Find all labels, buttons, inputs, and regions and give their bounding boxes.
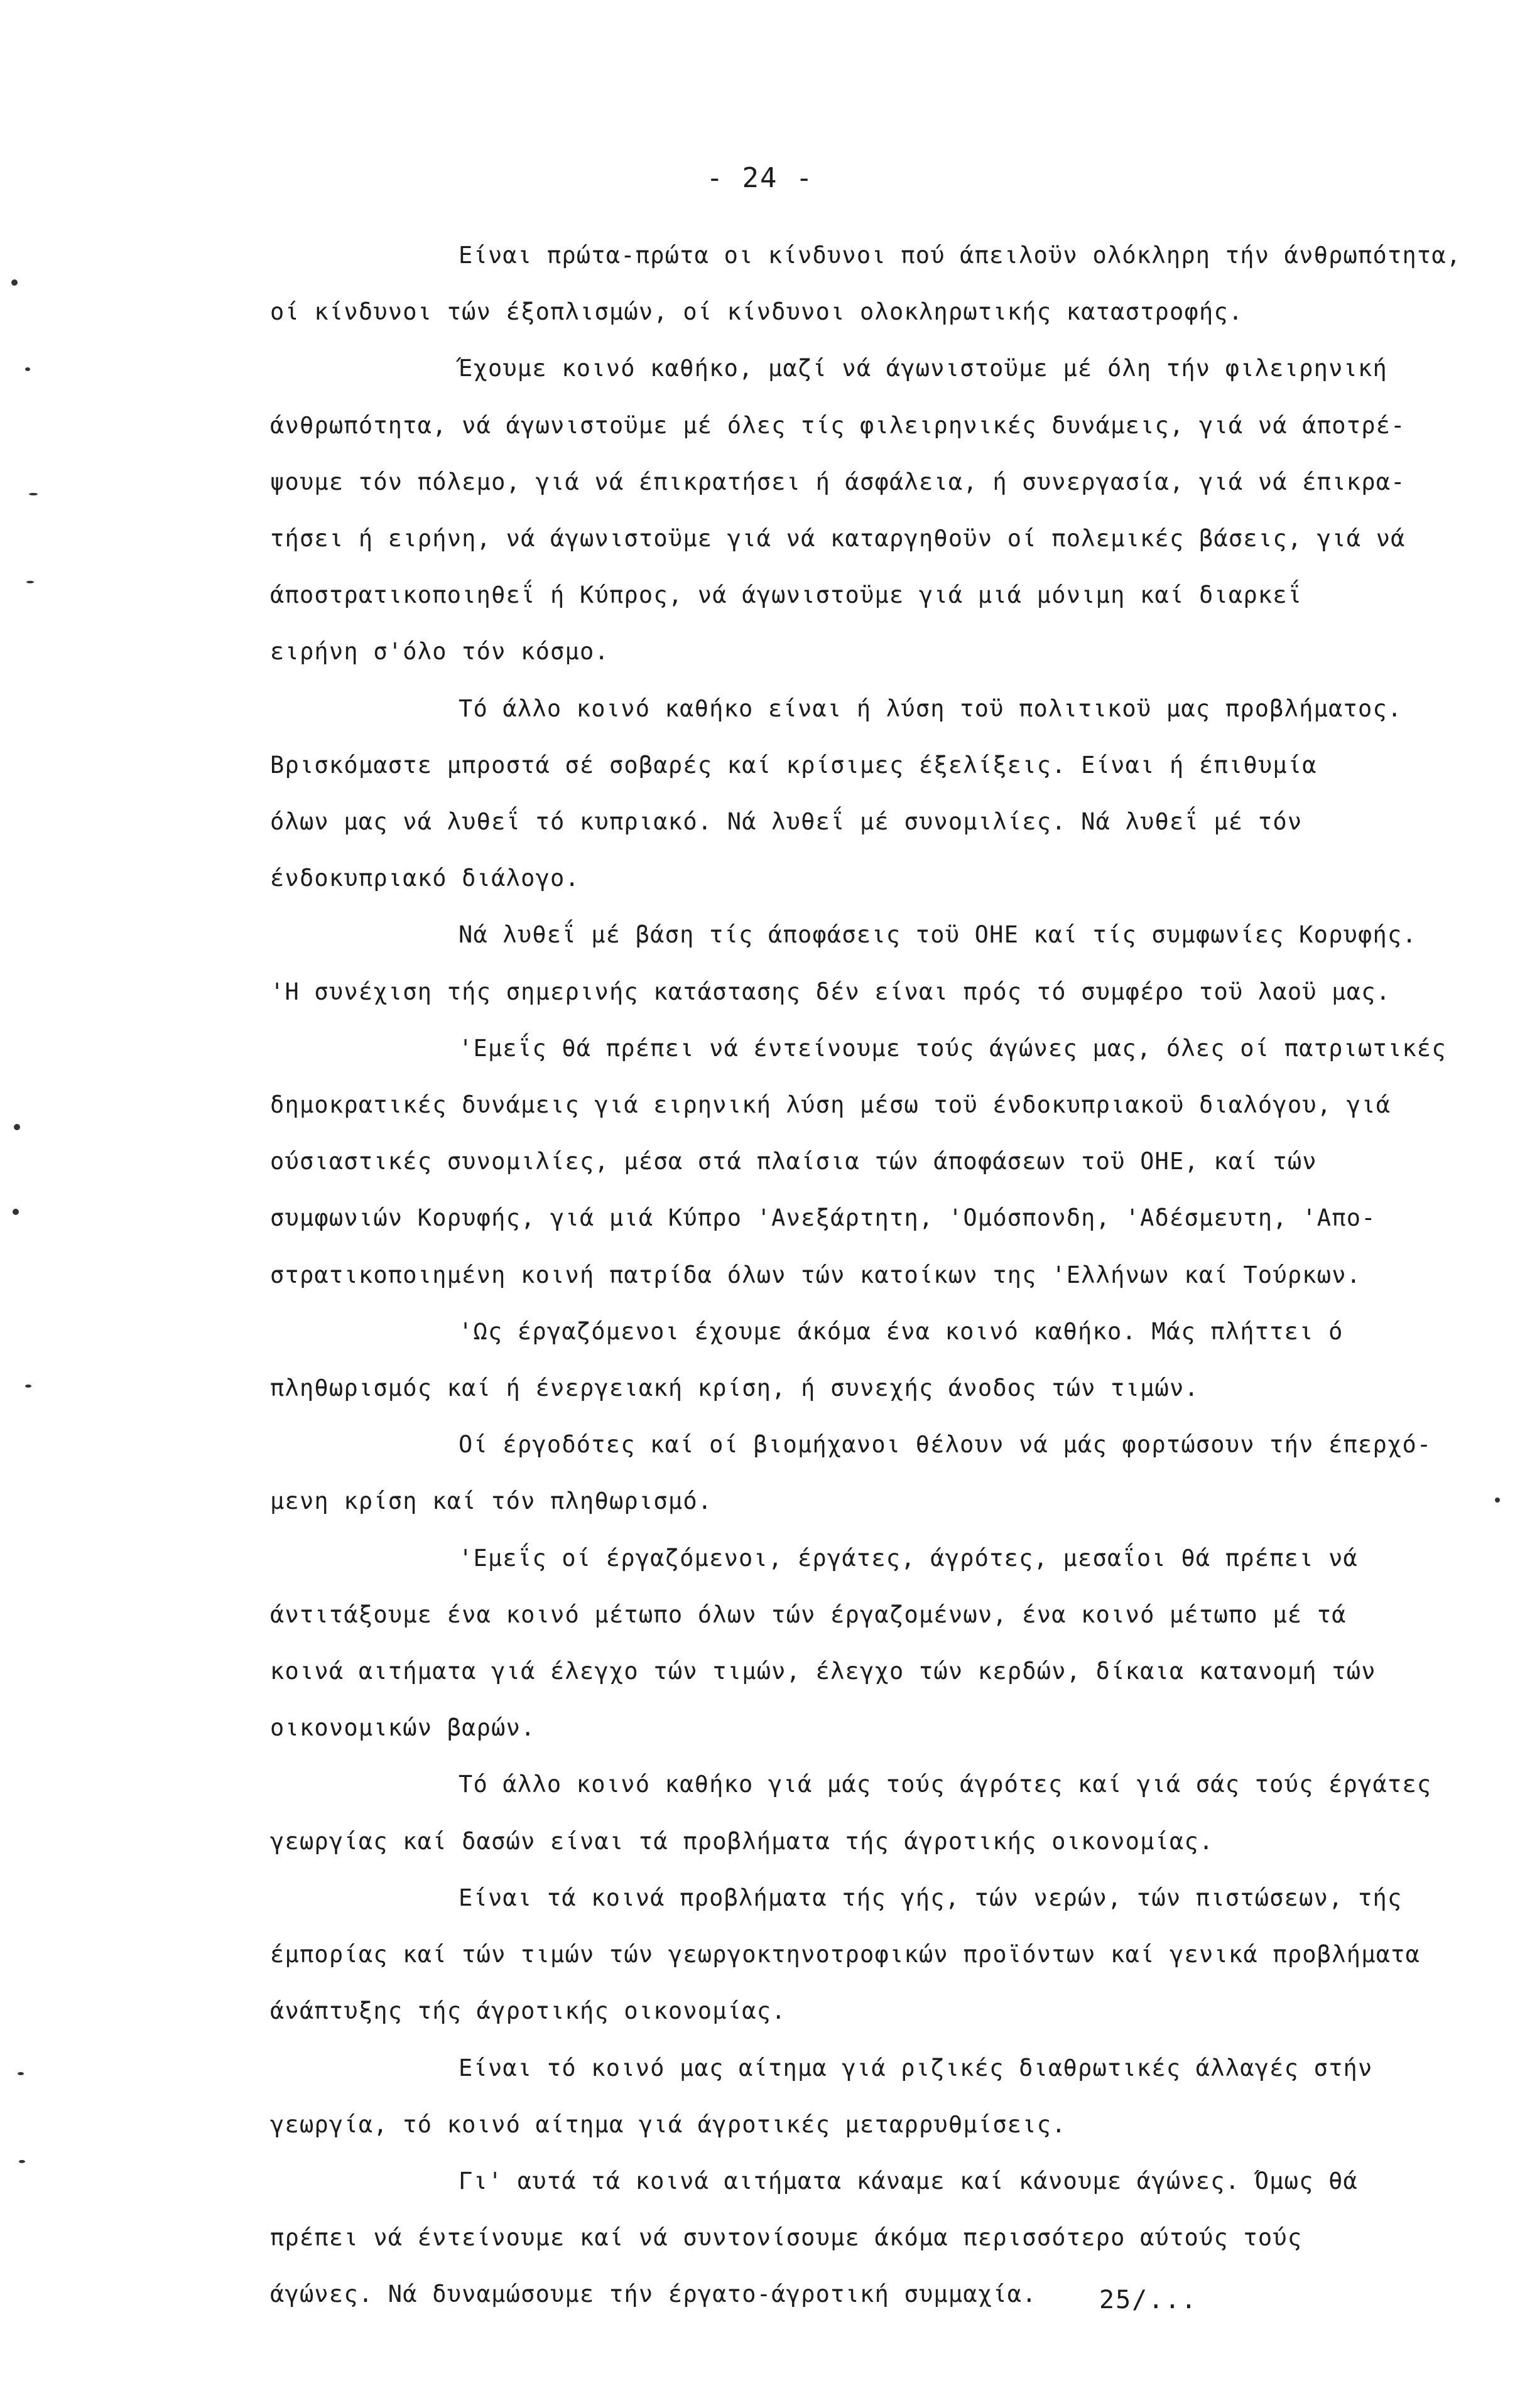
text-line: Είναι πρώτα-πρώτα οι κίνδυνοι πού άπειλοϋν ολόκληρη τήν άνθρωπότητα,	[459, 242, 1462, 269]
text-line: άγώνες. Νά δυναμώσουμε τήν έργατο-άγροτική συμμαχία.	[270, 2281, 1037, 2308]
scan-speck	[11, 279, 18, 286]
paragraph-4	[270, 907, 1501, 1020]
text-line: στρατικοποιημένη κοινή πατρίδα όλων τών κατοίκων της 'Ελλήνων καί Τούρκων.	[270, 1261, 1362, 1288]
page-number: - 24 -	[706, 162, 814, 194]
paragraph-12	[270, 2153, 1501, 2323]
text-line: Βρισκόμαστε μπροστά σέ σοβαρές καί κρίσιμες έξελίξεις. Είναι ή έπιθυμία	[270, 751, 1317, 779]
text-line: άνθρωπότητα, νά άγωνιστοϋμε μέ όλες τίς φιλειρηνικές δυνάμεις, γιά νά άποτρέ-	[270, 411, 1406, 439]
text-line: ειρήνη σ'όλο τόν κόσμο.	[270, 638, 609, 666]
body-text	[270, 227, 1501, 2323]
paragraph-2	[270, 340, 1501, 680]
text-line: Τό άλλο κοινό καθήκο είναι ή λύση τοϋ πολιτικοϋ μας προβλήματος.	[459, 694, 1403, 722]
paragraph-3	[270, 681, 1501, 907]
paragraph-1	[270, 227, 1501, 340]
scan-speck	[13, 1209, 19, 1215]
text-line: 'Ως έργαζόμενοι έχουμε άκόμα ένα κοινό καθήκο. Μάς πλήττει ό	[459, 1317, 1344, 1345]
text-line: οικονομικών βαρών.	[270, 1714, 536, 1742]
text-line: άποστρατικοποιηθεΐ ή Κύπρος, νά άγωνιστοϋμε γιά μιά μόνιμη καί διαρκεΐ	[270, 581, 1303, 609]
text-line: κοινά αιτήματα γιά έλεγχο τών τιμών, έλεγχο τών κερδών, δίκαια κατανομή τών	[270, 1658, 1376, 1685]
text-line: πρέπει νά έντείνουμε καί νά συντονίσουμε άκόμα περισσότερο αύτούς τούς	[270, 2224, 1303, 2252]
paragraph-10	[270, 1870, 1501, 2040]
text-line: άνάπτυξης τής άγροτικής οικονομίας.	[270, 1997, 786, 2025]
paragraph-9	[270, 1756, 1501, 1869]
paragraph-8	[270, 1530, 1501, 1757]
text-line: πληθωρισμός καί ή ένεργειακή κρίση, ή συνεχής άνοδος τών τιμών.	[270, 1374, 1199, 1402]
text-line: ένδοκυπριακό διάλογο.	[270, 865, 580, 892]
scan-speck	[1495, 1498, 1500, 1503]
text-line: 'Η συνέχιση τής σημερινής κατάστασης δέν είναι πρός τό συμφέρο τοϋ λαοϋ μας.	[270, 978, 1391, 1005]
text-line: έμπορίας καί τών τιμών τών γεωργοκτηνοτροφικών προϊόντων καί γενικά προβλήματα	[270, 1941, 1421, 1968]
scan-speck	[18, 2072, 24, 2075]
text-line: Τό άλλο κοινό καθήκο γιά μάς τούς άγρότες καί γιά σάς τούς έργάτες	[459, 1771, 1432, 1798]
text-line: ψουμε τόν πόλεμο, γιά νά έπικρατήσει ή άσφάλεια, ή συνεργασία, γιά νά έπικρα-	[270, 468, 1406, 495]
text-line: 'Εμεΐς θά πρέπει νά έντείνουμε τούς άγώνες μας, όλες οί πατριωτικές	[459, 1034, 1447, 1062]
text-line: μενη κρίση καί τόν πληθωρισμό.	[270, 1487, 713, 1515]
scan-speck	[26, 581, 34, 583]
text-line: 'Εμεΐς οί έργαζόμενοι, έργάτες, άγρότες, μεσαΐοι θά πρέπει νά	[459, 1544, 1359, 1572]
text-line: όλων μας νά λυθεΐ τό κυπριακό. Νά λυθεΐ μέ συνομιλίες. Νά λυθεΐ μέ τόν	[270, 808, 1303, 836]
paragraph-11	[270, 2040, 1501, 2153]
scan-speck	[19, 2160, 25, 2163]
text-line: άντιτάξουμε ένα κοινό μέτωπο όλων τών έργαζομένων, ένα κοινό μέτωπο μέ τά	[270, 1601, 1347, 1628]
text-line: γεωργίας καί δασών είναι τά προβλήματα τής άγροτικής οικονομίας.	[270, 1827, 1214, 1855]
text-line: τήσει ή ειρήνη, νά άγωνιστοϋμε γιά νά καταργηθοϋν οί πολεμικές βάσεις, γιά νά	[270, 525, 1406, 553]
text-line: Γι' αυτά τά κοινά αιτήματα κάναμε καί κάνουμε άγώνες. Όμως θά	[459, 2167, 1359, 2195]
continuation-marker: 25/...	[1099, 2286, 1198, 2314]
text-line: οί κίνδυνοι τών έξοπλισμών, οί κίνδυνοι ολοκληρωτικής καταστροφής.	[270, 298, 1244, 326]
text-line: Είναι τά κοινά προβλήματα τής γής, τών νερών, τών πιστώσεων, τής	[459, 1884, 1403, 1911]
scan-speck	[25, 367, 30, 371]
text-line: γεωργία, τό κοινό αίτημα γιά άγροτικές μεταρρυθμίσεις.	[270, 2110, 1067, 2138]
text-line: Οί έργοδότες καί οί βιομήχανοι θέλουν νά μάς φορτώσουν τήν έπερχό-	[459, 1431, 1432, 1459]
scan-speck	[14, 1124, 20, 1130]
paragraph-6	[270, 1304, 1501, 1417]
text-line: ούσιαστικές συνομιλίες, μέσα στά πλαίσια τών άποφάσεων τοϋ ΟΗΕ, καί τών	[270, 1148, 1317, 1175]
text-line: δημοκρατικές δυνάμεις γιά ειρηνική λύση μέσω τοϋ ένδοκυπριακοϋ διαλόγου, γιά	[270, 1091, 1391, 1119]
paragraph-5	[270, 1020, 1501, 1304]
text-line: Νά λυθεΐ μέ βάση τίς άποφάσεις τοϋ ΟΗΕ καί τίς συμφωνίες Κορυφής.	[459, 921, 1417, 949]
paragraph-7	[270, 1417, 1501, 1530]
text-line: Είναι τό κοινό μας αίτημα γιά ριζικές διαθρωτικές άλλαγές στήν	[459, 2054, 1373, 2081]
scan-speck	[29, 493, 38, 495]
scan-speck	[25, 1385, 31, 1388]
text-line: συμφωνιών Κορυφής, γιά μιά Κύπρο 'Ανεξάρτητη, 'Ομόσπονδη, 'Αδέσμευτη, 'Απο-	[270, 1204, 1376, 1232]
text-line: Έχουμε κοινό καθήκο, μαζί νά άγωνιστοϋμε μέ όλη τήν φιλειρηνική	[459, 355, 1387, 382]
